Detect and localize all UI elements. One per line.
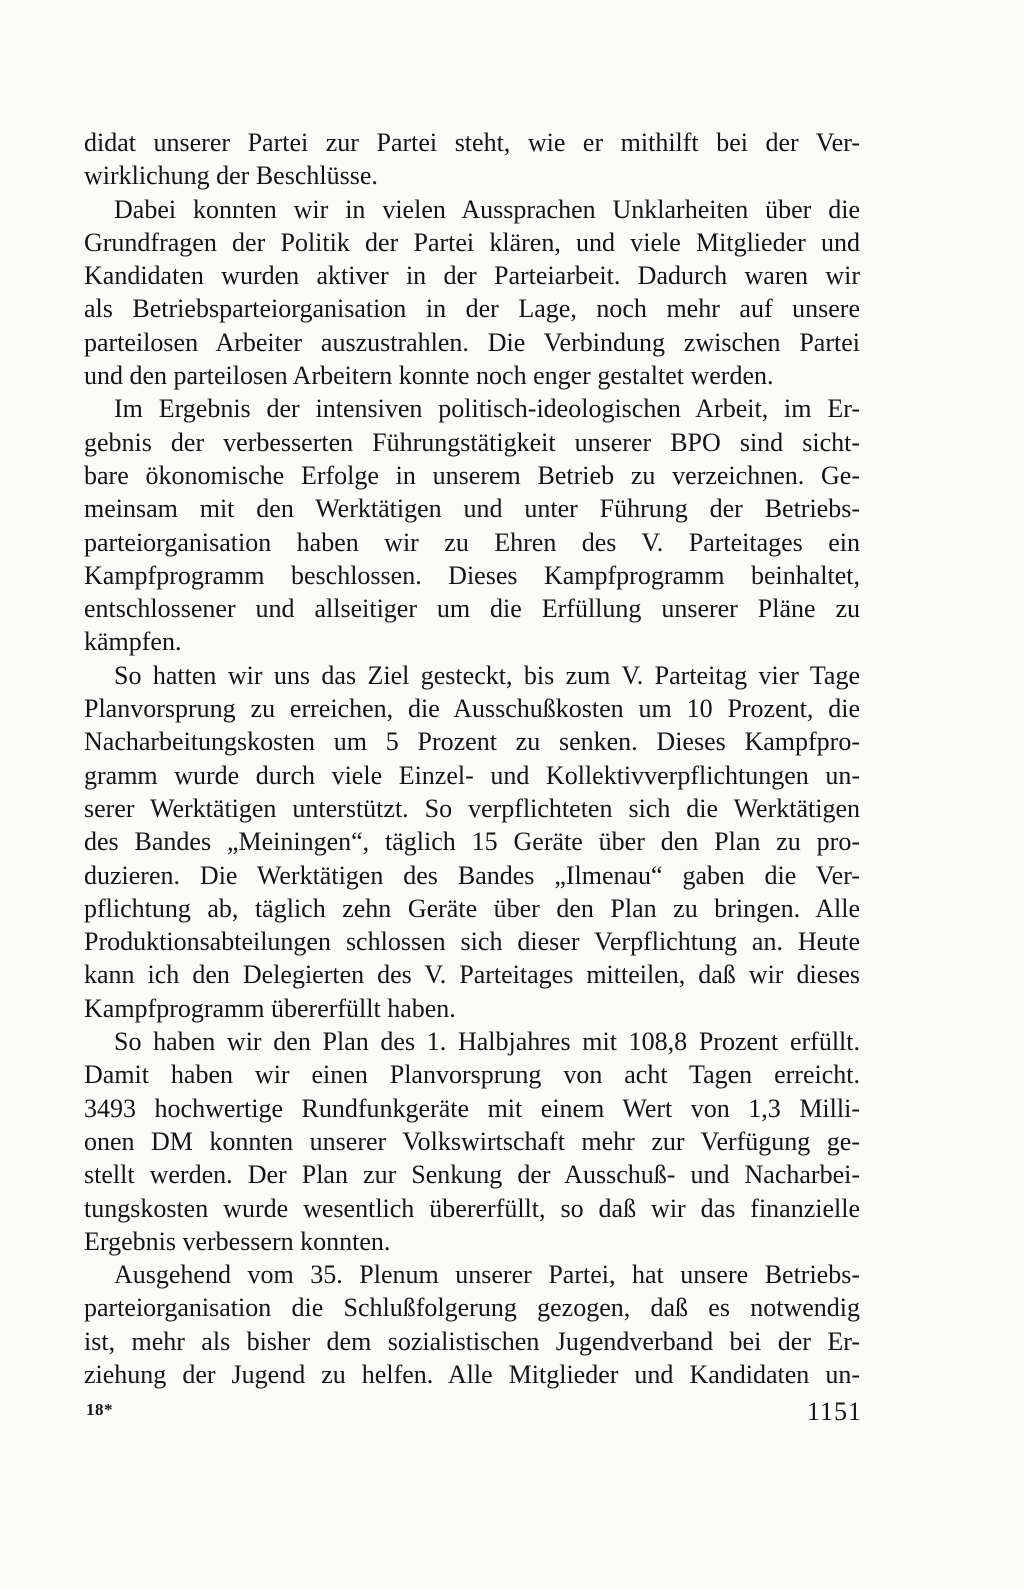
text-line: 3493 hochwertige Rundfunkgeräte mit einem Wert von 1,3 Milli- bbox=[84, 1093, 860, 1123]
body-text bbox=[84, 126, 860, 1391]
text-line: didat unserer Partei zur Partei steht, wie er mithilft bei der Ver- bbox=[84, 128, 860, 157]
text-line: Planvorsprung zu erreichen, die Ausschußkosten um 10 Prozent, die bbox=[84, 694, 860, 724]
text-line: So hatten wir uns das Ziel gesteckt, bis zum V. Parteitag vier Tage bbox=[114, 660, 860, 690]
text-line: serer Werktätigen unterstützt. So verpflichteten sich die Werktätigen bbox=[84, 793, 860, 823]
text-line: Produktionsabteilungen schlossen sich dieser Verpflichtung an. Heute bbox=[84, 927, 860, 957]
text-line: parteiorganisation die Schlußfolgerung gezogen, daß es notwendig bbox=[84, 1293, 860, 1323]
signature-mark: 18* bbox=[86, 1400, 113, 1419]
text-line: Damit haben wir einen Planvorsprung von acht Tagen erreicht. bbox=[84, 1060, 860, 1090]
text-line: pflichtung ab, täglich zehn Geräte über den Plan zu bringen. Alle bbox=[84, 893, 860, 923]
text-line: stellt werden. Der Plan zur Senkung der Ausschuß- und Nacharbei- bbox=[84, 1160, 860, 1190]
text-line: Kandidaten wurden aktiver in der Parteiarbeit. Dadurch waren wir bbox=[84, 261, 860, 291]
text-line: entschlossener und allseitiger um die Erfüllung unserer Pläne zu bbox=[84, 594, 860, 624]
text-line: Kampfprogramm beschlossen. Dieses Kampfprogramm beinhaltet, bbox=[84, 560, 860, 590]
text-line: meinsam mit den Werktätigen und unter Führung der Betriebs- bbox=[84, 494, 860, 524]
text-line: kämpfen. bbox=[84, 627, 182, 657]
text-line: Kampfprogramm übererfüllt haben. bbox=[84, 993, 456, 1023]
text-line: Dabei konnten wir in vielen Aussprachen Unklarheiten über die bbox=[114, 194, 860, 224]
text-line: So haben wir den Plan des 1. Halbjahres mit 108,8 Prozent erfüllt. bbox=[114, 1027, 860, 1057]
text-line: und den parteilosen Arbeitern konnte noch enger gestaltet werden. bbox=[84, 361, 774, 391]
text-line: bare ökonomische Erfolge in unserem Betrieb zu verzeichnen. Ge- bbox=[84, 460, 860, 490]
text-line: Ergebnis verbessern konnten. bbox=[84, 1226, 391, 1256]
text-line: ist, mehr als bisher dem sozialistischen Jugendverband bei der Er- bbox=[84, 1326, 860, 1356]
text-line: onen DM konnten unserer Volkswirtschaft mehr zur Verfügung ge- bbox=[84, 1126, 860, 1156]
text-line: Ausgehend vom 35. Plenum unserer Partei, hat unsere Betriebs- bbox=[114, 1260, 860, 1290]
text-line: parteiorganisation haben wir zu Ehren des V. Parteitages ein bbox=[84, 527, 860, 557]
text-line: tungskosten wurde wesentlich übererfüllt, so daß wir das finanzielle bbox=[84, 1193, 860, 1223]
text-line: Nacharbeitungskosten um 5 Prozent zu senken. Dieses Kampfpro- bbox=[84, 727, 860, 757]
text-line: gramm wurde durch viele Einzel- und Kollektivverpflichtungen un- bbox=[84, 760, 860, 790]
text-line: gebnis der verbesserten Führungstätigkeit unserer BPO sind sicht- bbox=[84, 427, 860, 457]
text-line: ziehung der Jugend zu helfen. Alle Mitglieder und Kandidaten un- bbox=[84, 1359, 860, 1389]
text-line: als Betriebsparteiorganisation in der Lage, noch mehr auf unsere bbox=[84, 294, 860, 324]
text-line: wirklichung der Beschlüsse. bbox=[84, 161, 378, 191]
text-line: duzieren. Die Werktätigen des Bandes „Ilmenau“ gaben die Ver- bbox=[84, 860, 860, 890]
text-line: parteilosen Arbeiter auszustrahlen. Die Verbindung zwischen Partei bbox=[84, 327, 860, 357]
text-line: kann ich den Delegierten des V. Parteitages mitteilen, daß wir dieses bbox=[84, 960, 860, 990]
text-line: Im Ergebnis der intensiven politisch-ideologischen Arbeit, im Er- bbox=[114, 394, 860, 424]
text-line: Grundfragen der Politik der Partei klären, und viele Mitglieder und bbox=[84, 227, 860, 257]
page-number: 1151 bbox=[806, 1397, 862, 1426]
text-line: des Bandes „Meiningen“, täglich 15 Geräte über den Plan zu pro- bbox=[84, 827, 860, 857]
